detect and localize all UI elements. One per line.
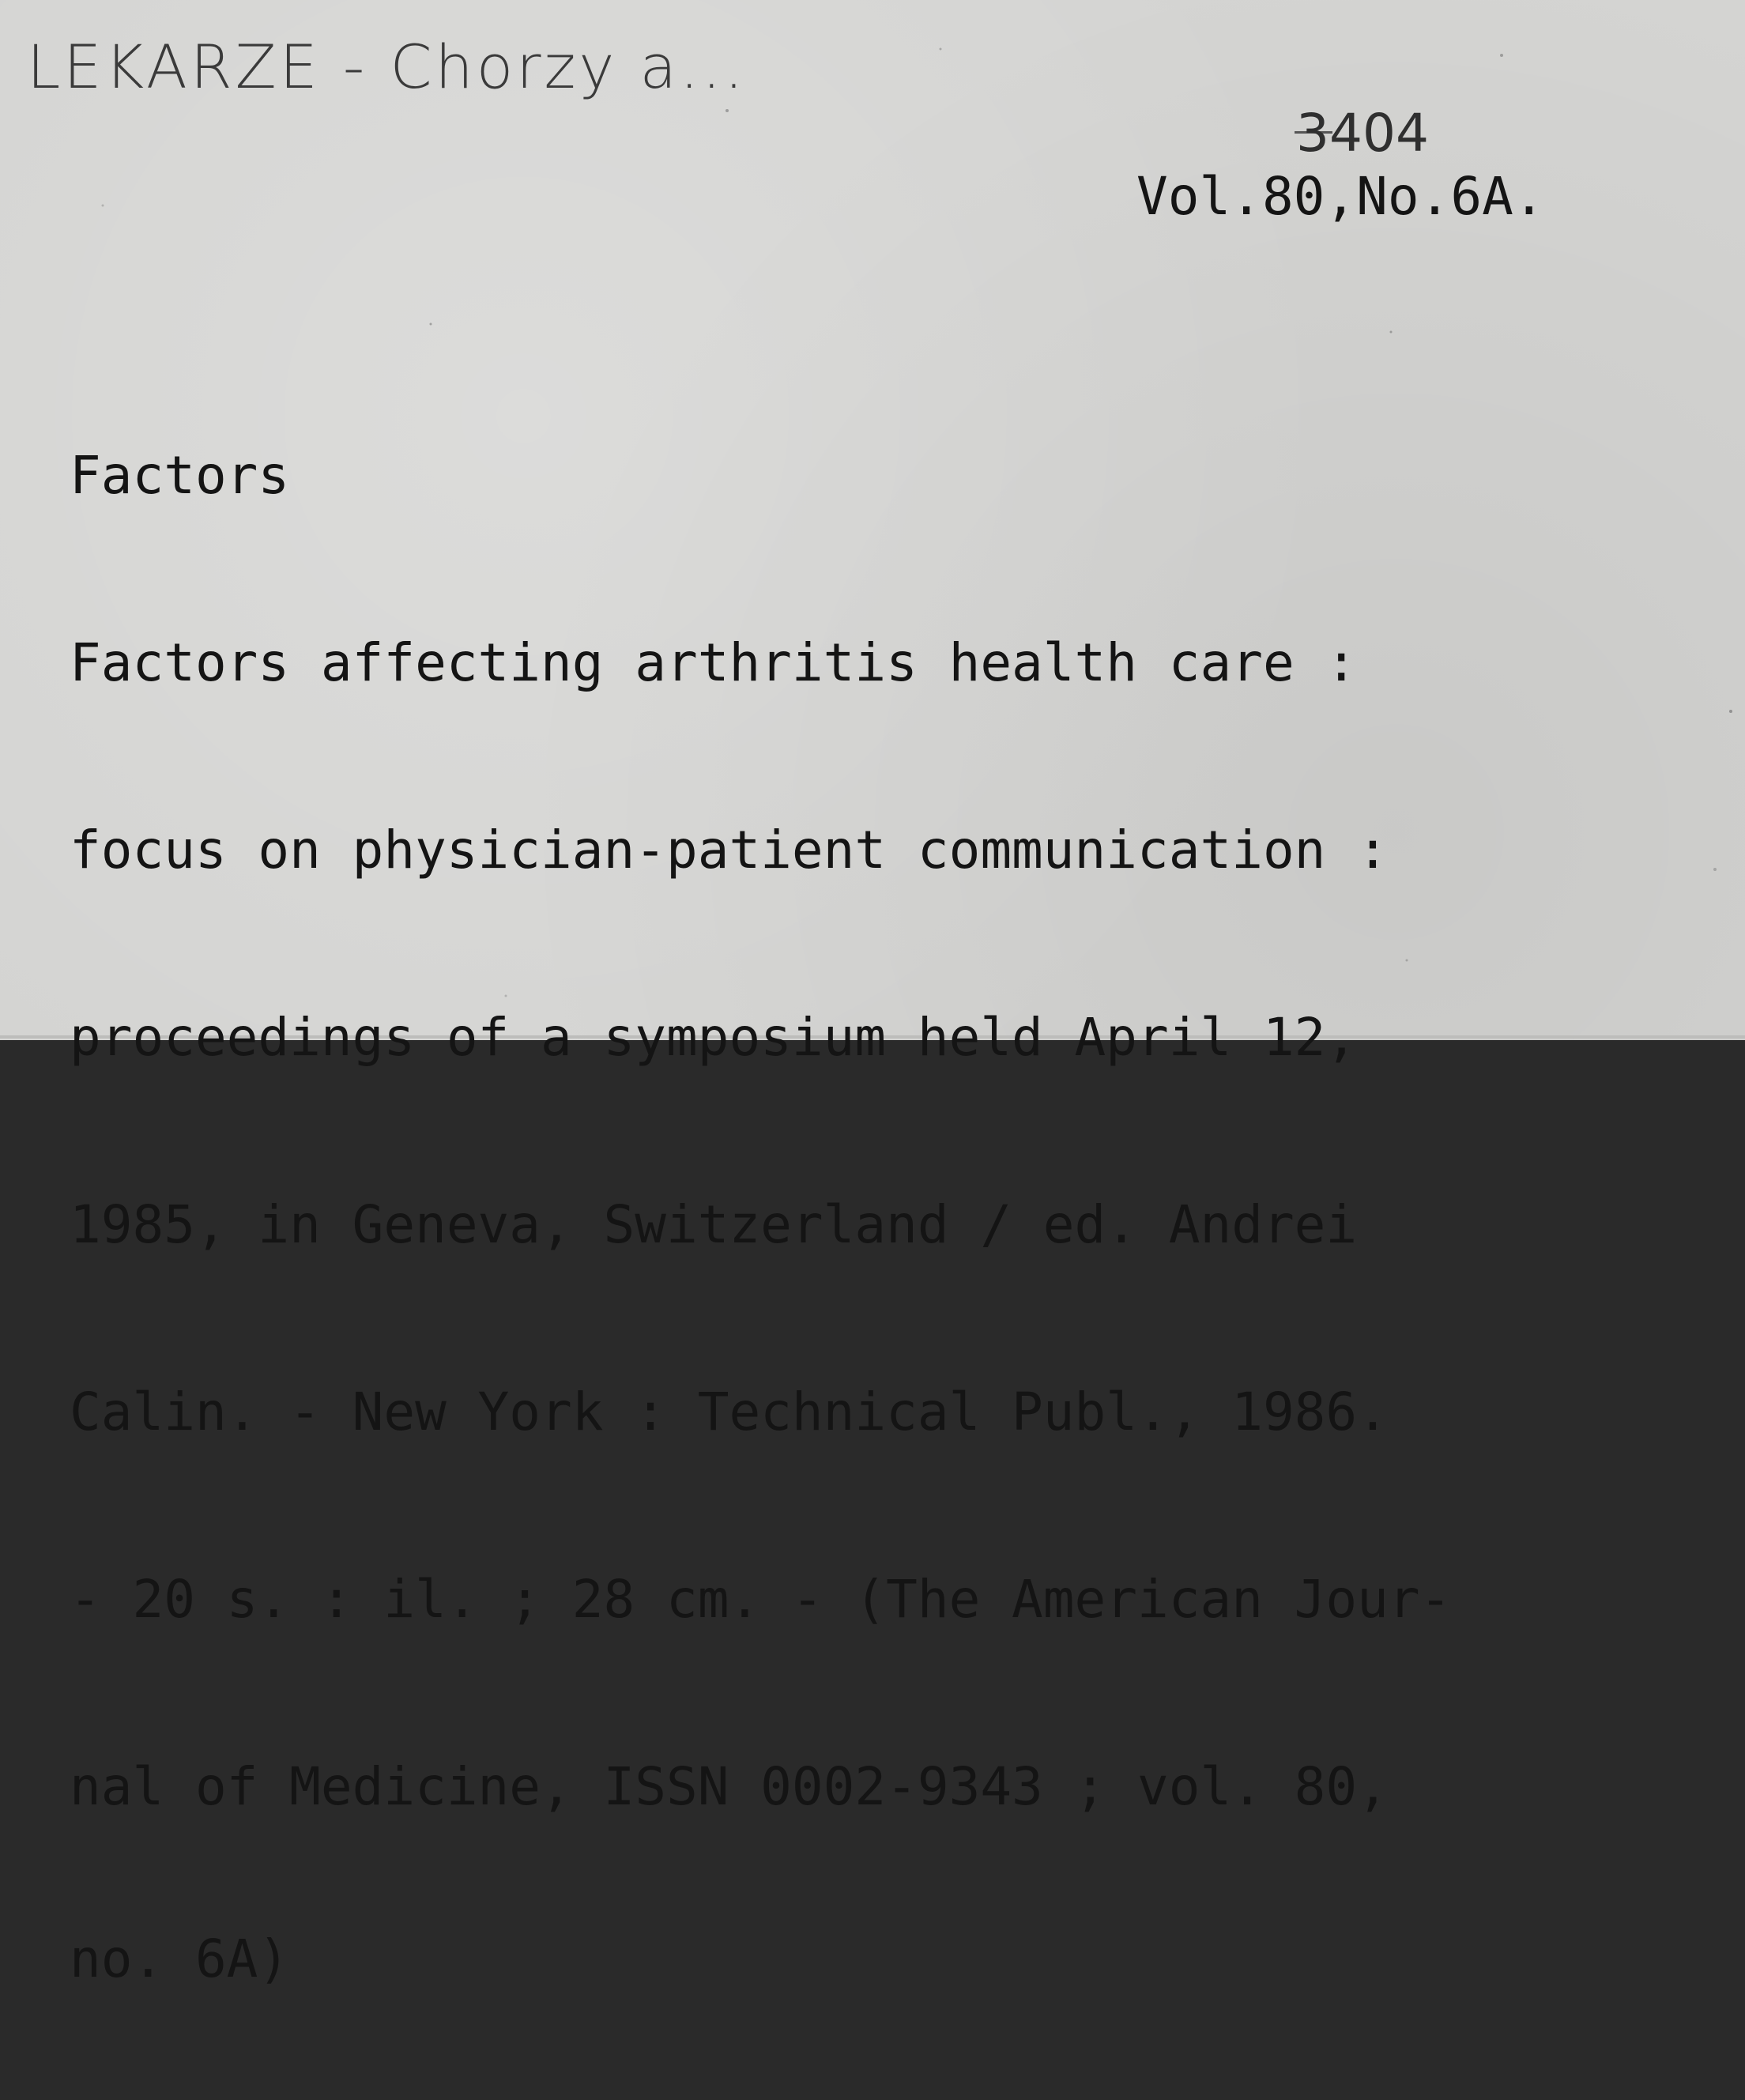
handwritten-call-number: 3404 bbox=[1296, 103, 1429, 164]
handwritten-subject-heading: LEKARZE - Chorzy a... bbox=[27, 32, 747, 102]
entry-line: focus on physician-patient communication : bbox=[70, 820, 1389, 880]
entry-line: Factors bbox=[70, 445, 290, 506]
entry-line: proceedings of a symposium held April 12, bbox=[70, 1007, 1358, 1068]
entry-line: Factors affecting arthritis health care : bbox=[70, 632, 1358, 693]
volume-number: Vol.80,No.6A. bbox=[1136, 166, 1545, 227]
entry-line: Calin. - New York : Technical Publ., 1986. bbox=[70, 1382, 1389, 1442]
entry-line: no. 6A) bbox=[70, 1928, 290, 1989]
entry-line: - 20 s. : il. ; 28 cm. - (The American Jour- bbox=[70, 1569, 1452, 1630]
bibliographic-entry bbox=[70, 319, 1451, 2100]
entry-line: 1985, in Geneva, Switzerland / ed. Andrei bbox=[70, 1194, 1358, 1255]
entry-line: nal of Medicine, ISSN 0002-9343 ; vol. 80, bbox=[70, 1756, 1389, 1817]
